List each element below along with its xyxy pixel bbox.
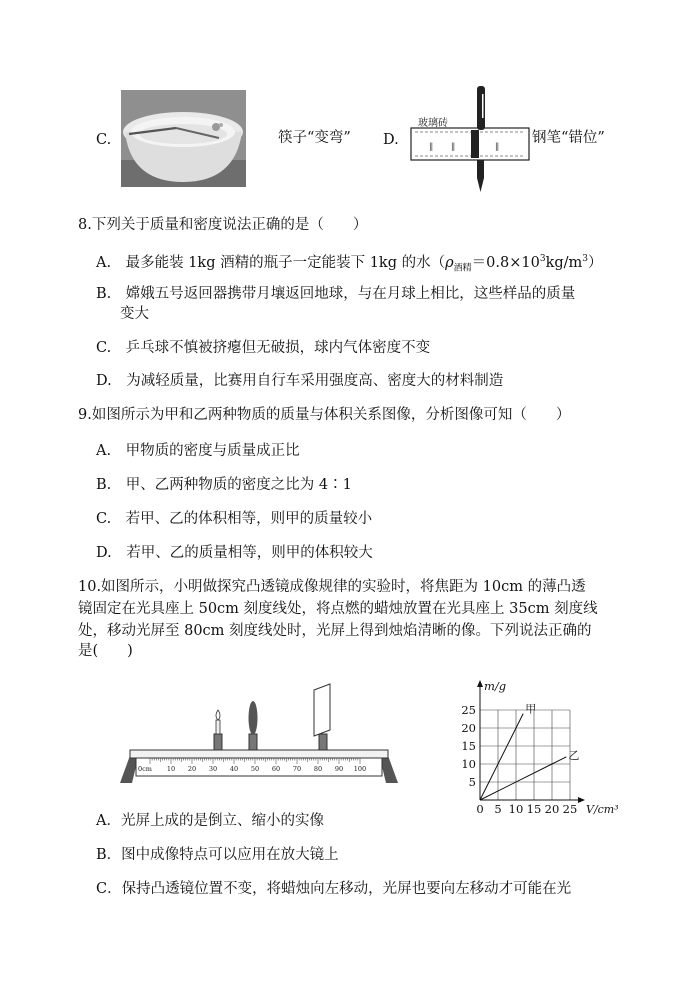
bench-tick-label: 30: [208, 765, 218, 773]
bench-tick-label: 80: [313, 765, 323, 773]
y-axis-label: m/g: [484, 679, 507, 693]
x-tick-label: 10: [508, 802, 524, 816]
optical-bench-figure: [118, 678, 400, 788]
q9-stem: 9.如图所示为甲和乙两种物质的质量与体积关系图像，分析图像可知（ ）: [78, 407, 571, 423]
svg-text:∥: ∥: [429, 143, 434, 153]
bench-tick-label: 20: [187, 765, 197, 773]
bench-unit: 0cm: [138, 765, 152, 773]
q8-a-pre: A. 最多能装 1kg 酒精的瓶子一定能装下 1kg 的水（: [96, 254, 446, 271]
alcohol-subscript: 酒精: [453, 263, 472, 274]
bench-tick-label: 100: [353, 765, 367, 773]
option-d-caption: 钢笔“错位”: [532, 130, 605, 146]
q10-option-a: A．光屏上成的是倒立、缩小的实像: [96, 813, 324, 829]
y-tick-label: 15: [461, 739, 476, 753]
q8-option-a: [96, 249, 603, 279]
y-tick-label: 25: [461, 703, 476, 717]
x-tick-label: 15: [526, 802, 542, 816]
glass-block-label: 玻璃砖: [418, 118, 448, 129]
q8-a-unit: kg/m: [545, 254, 583, 271]
q8-stem: 8.下列关于质量和密度说法正确的是（ ）: [78, 217, 368, 233]
option-c-label: C.: [96, 132, 112, 148]
bench-tick-label: 60: [271, 765, 281, 773]
q9-option-b: B. 甲、乙两种物质的密度之比为 4∶1: [96, 477, 352, 493]
x-axis-arrow: [578, 797, 585, 803]
series-label: 乙: [568, 748, 580, 762]
bench-tick-label: 10: [166, 765, 176, 773]
x-axis-label: V/cm³: [586, 803, 619, 816]
bench-tick-label: 50: [250, 765, 260, 773]
q10-stem-line3: 处，移动光屏至 80cm 刻度线处时，光屏上得到烛焰清晰的像。下列说法正确的: [78, 623, 592, 639]
series-line-jia: [480, 714, 523, 800]
option-c-caption: 筷子“变弯”: [278, 130, 351, 146]
q8-option-b-line2: 变大: [120, 306, 149, 322]
rho-symbol: ρ: [445, 254, 454, 271]
series-line-yi: [480, 757, 566, 800]
pen-glass-figure: [405, 80, 530, 195]
q8-option-d: D. 为减轻质量，比赛用自行车采用强度高、密度大的材料制造: [96, 373, 504, 389]
q10-option-b: B．图中成像特点可以应用在放大镜上: [96, 847, 339, 863]
y-tick-label: 5: [468, 775, 476, 789]
bench-tick-label: 40: [229, 765, 239, 773]
y-tick-label: 20: [461, 721, 476, 735]
q9-option-d: D. 若甲、乙的质量相等，则甲的体积较大: [96, 545, 373, 561]
q10-stem-line4: 是( ): [78, 643, 133, 659]
q9-option-c: C. 若甲、乙的体积相等，则甲的质量较小: [96, 511, 373, 527]
chopsticks-bowl-photo: [121, 90, 246, 187]
q8-a-unit-exp: 3: [582, 254, 588, 264]
svg-text:∥: ∥: [451, 143, 456, 153]
y-tick-label: 10: [461, 757, 476, 771]
q10-stem-line2: 镜固定在光具座上 50cm 刻度线处，将点燃的蜡烛放置在光具座上 35cm 刻度线: [78, 601, 598, 617]
svg-text:∥: ∥: [495, 143, 500, 153]
q9-option-a: A. 甲物质的密度与质量成正比: [96, 443, 300, 459]
q10-option-c: C．保持凸透镜位置不变，将蜡烛向左移动，光屏也要向左移动才可能在光: [96, 881, 572, 897]
q10-stem-line1: 10.如图所示，小明做探究凸透镜成像规律的实验时，将焦距为 10cm 的薄凸透: [78, 579, 586, 595]
mass-volume-graph: [460, 676, 620, 821]
q8-a-exp: 3: [539, 254, 546, 264]
bench-tick-label: 70: [292, 765, 302, 773]
q8-option-b-line1: B. 嫦娥五号返回器携带月壤返回地球，与在月球上相比，这些样品的质量: [96, 286, 576, 302]
x-tick-label: 5: [494, 802, 502, 816]
option-d-label: D.: [383, 132, 399, 148]
x-tick-label: 25: [562, 802, 578, 816]
x-tick-label: 20: [544, 802, 560, 816]
q8-option-c: C. 乒乓球不慎被挤瘪但无破损，球内气体密度不变: [96, 340, 431, 356]
bench-tick-label: 90: [334, 765, 344, 773]
x-tick-label: 0: [476, 802, 484, 816]
q8-a-close: ）: [588, 254, 603, 271]
q8-a-post: ＝0.8×10: [471, 254, 540, 271]
series-label: 甲: [525, 702, 537, 716]
y-axis-arrow: [477, 680, 483, 687]
